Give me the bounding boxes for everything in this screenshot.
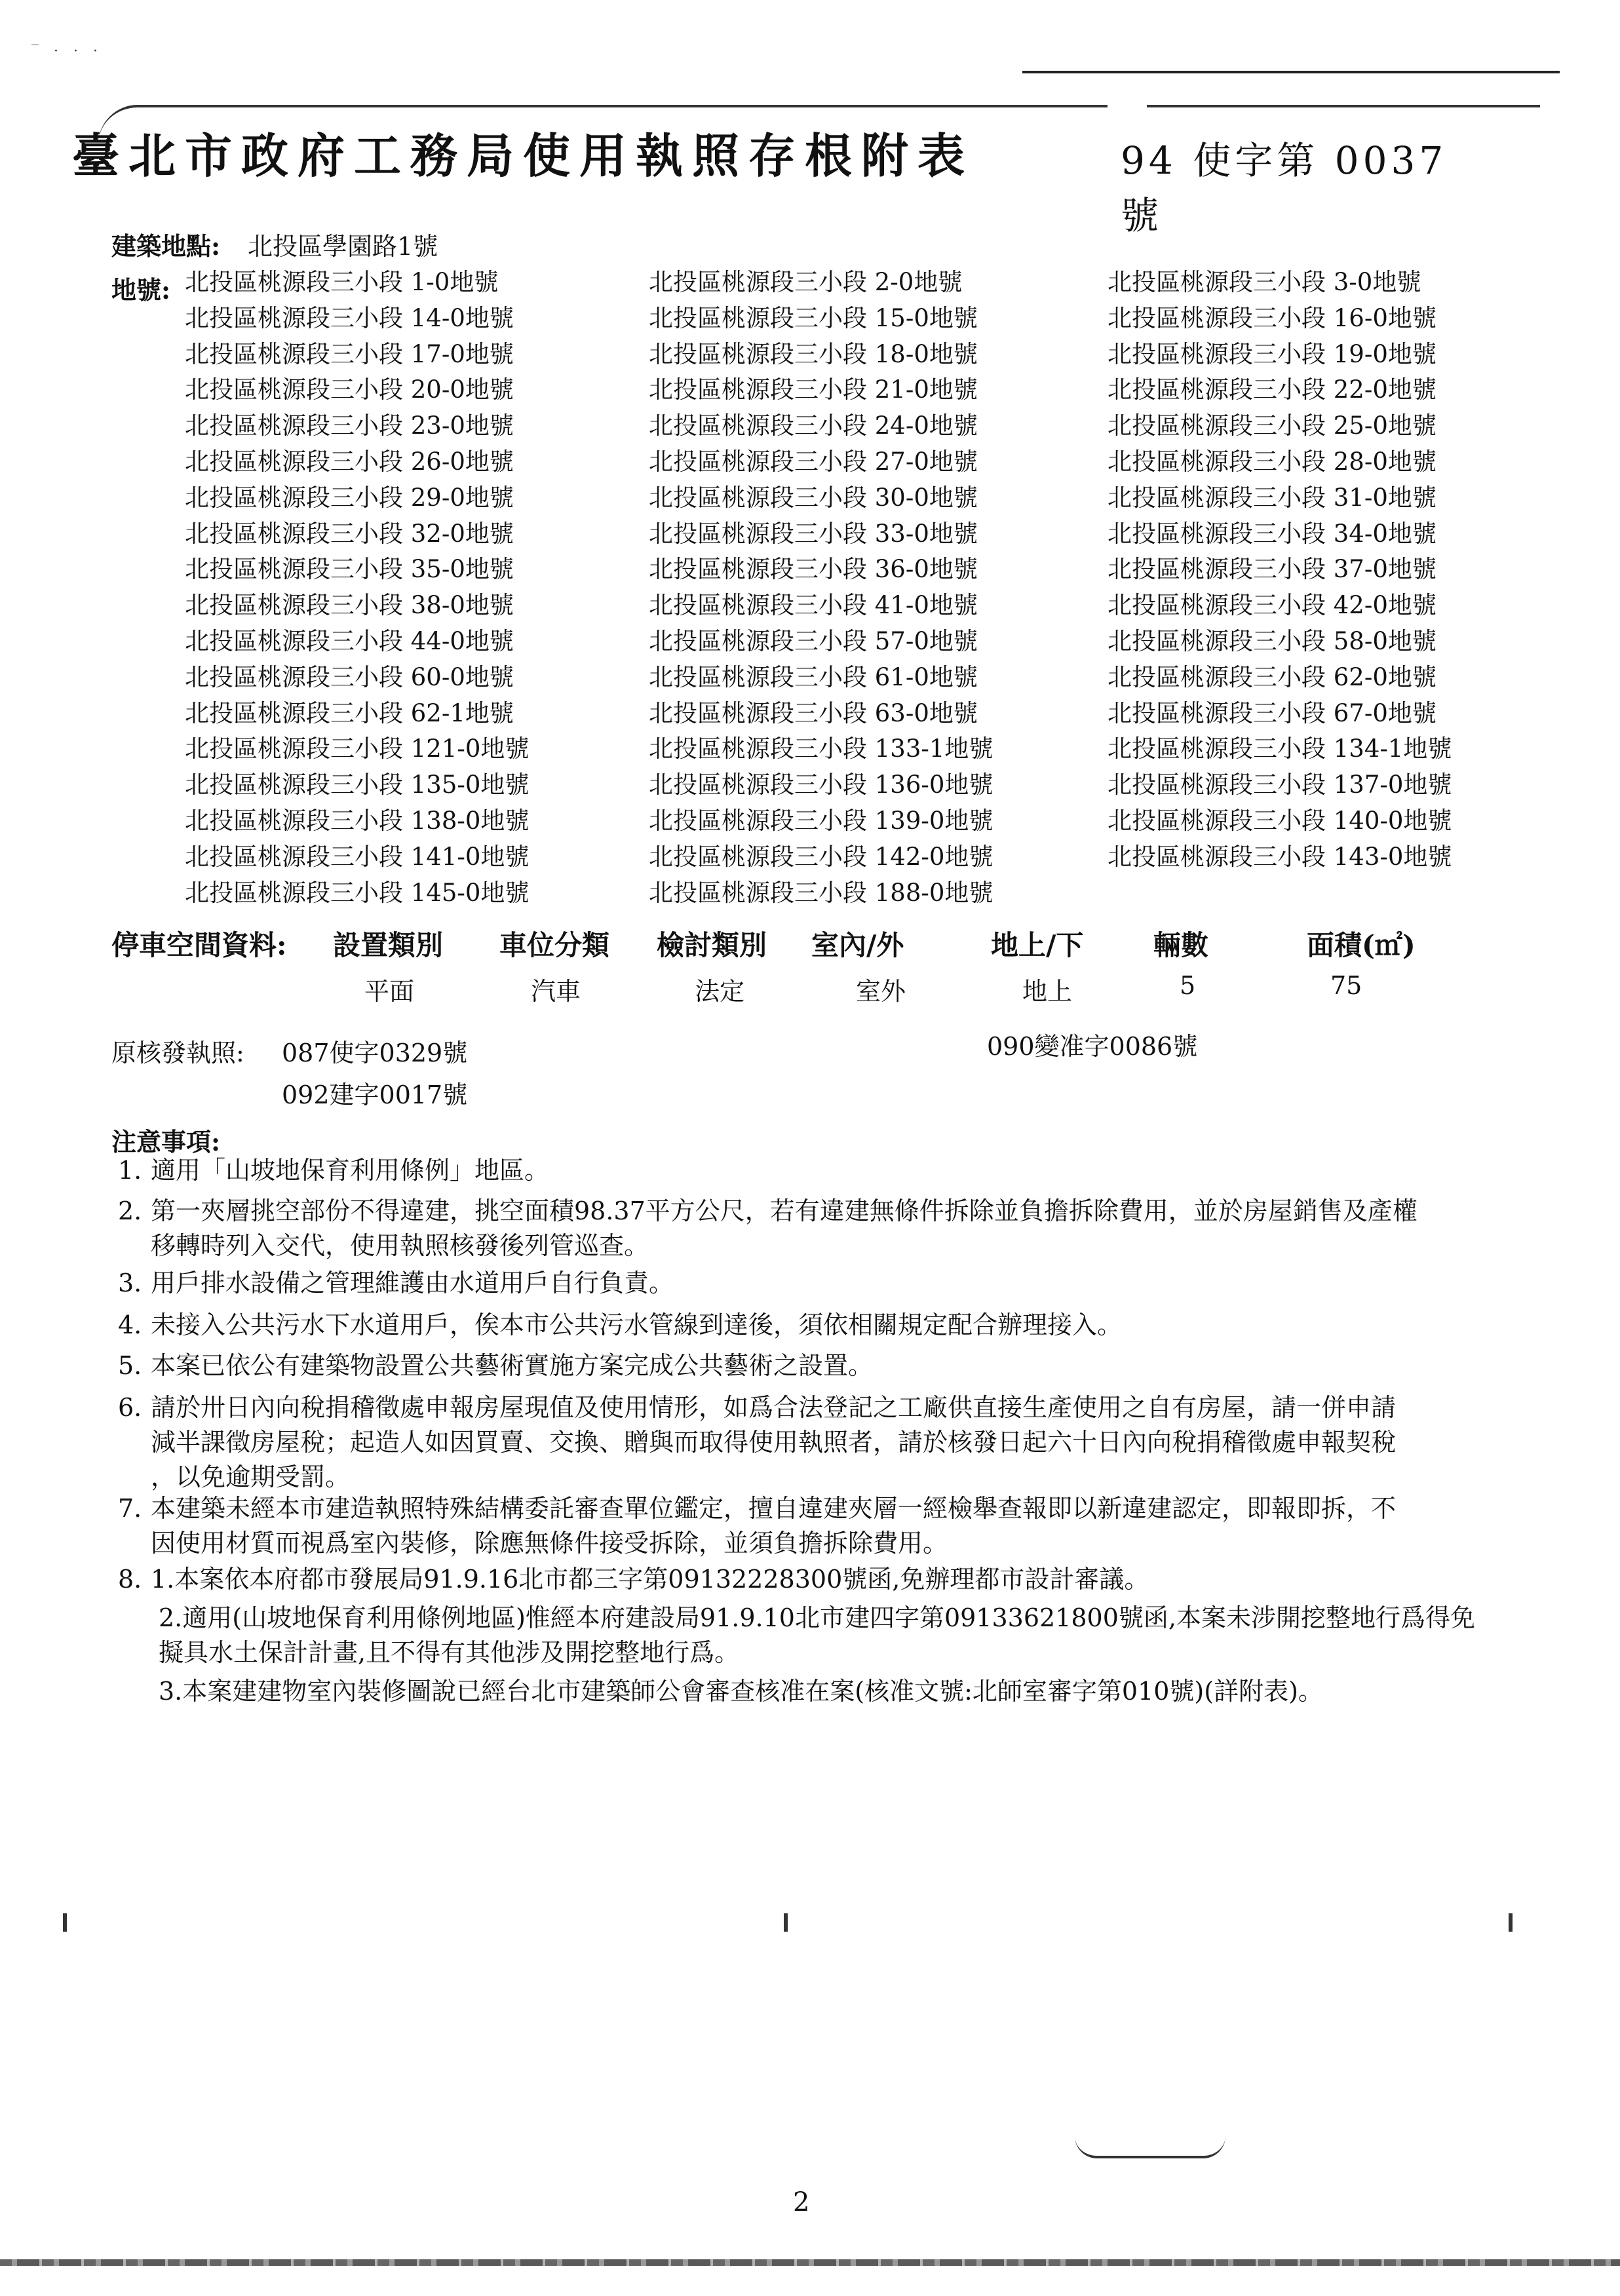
lot-number: 北投區桃源段三小段 34-0地號 [1108, 519, 1437, 548]
lot-number: 北投區桃源段三小段 42-0地號 [1108, 591, 1437, 620]
scan-corner-mark: ‾ · · · [31, 43, 103, 60]
note-text-line: 本案已依公有建築物設置公共藝術實施方案完成公共藝術之設置。 [151, 1351, 874, 1380]
note-sub-line: 擬具水土保計計畫,且不得有其他涉及開挖整地行爲。 [159, 1638, 740, 1667]
note-text-line: 用戶排水設備之管理維護由水道用戶自行負責。 [151, 1269, 674, 1297]
lot-row [111, 873, 1501, 908]
lot-number: 北投區桃源段三小段 137-0地號 [1108, 771, 1452, 799]
note-text-line: 適用「山坡地保育利用條例」地區。 [151, 1156, 550, 1185]
lot-row [111, 442, 1501, 477]
lot-number: 北投區桃源段三小段 20-0地號 [185, 375, 514, 404]
original-permit-item: 090變准字0086號 [987, 1032, 1198, 1061]
lot-number: 北投區桃源段三小段 135-0地號 [185, 771, 530, 799]
lot-number: 北投區桃源段三小段 62-0地號 [1108, 662, 1437, 691]
lot-number: 北投區桃源段三小段 143-0地號 [1108, 842, 1452, 871]
original-permit-item: 087使字0329號 [282, 1039, 468, 1067]
lot-number: 北投區桃源段三小段 67-0地號 [1108, 698, 1437, 727]
lot-number: 北投區桃源段三小段 188-0地號 [649, 878, 993, 907]
lot-number: 北投區桃源段三小段 33-0地號 [649, 519, 978, 548]
lot-row [111, 478, 1501, 513]
note-number: 8. [118, 1565, 142, 1594]
note-number: 3. [118, 1269, 142, 1297]
lot-number: 北投區桃源段三小段 28-0地號 [1108, 448, 1437, 476]
lot-number: 北投區桃源段三小段 1-0地號 [185, 268, 499, 296]
lot-number: 北投區桃源段三小段 38-0地號 [185, 591, 514, 620]
lot-number: 北投區桃源段三小段 16-0地號 [1108, 303, 1437, 332]
title-block [72, 105, 1475, 238]
parking-header-level: 地上/下 [991, 929, 1084, 961]
note-number: 1. [118, 1156, 142, 1185]
lot-number: 北投區桃源段三小段 139-0地號 [649, 807, 993, 835]
scan-speck [63, 1913, 67, 1932]
scan-speck [1509, 1913, 1513, 1932]
lot-number: 北投區桃源段三小段 36-0地號 [649, 555, 978, 584]
lot-number: 北投區桃源段三小段 3-0地號 [1108, 268, 1421, 296]
lots-label: 地號: [111, 275, 171, 305]
parking-value-level: 地上 [1022, 977, 1073, 1006]
scan-artifact-top [1022, 71, 1560, 73]
page-number: 2 [793, 2187, 810, 2217]
lot-row [111, 585, 1501, 621]
lot-row [111, 298, 1501, 334]
original-permits-label: 原核發執照: [111, 1039, 244, 1067]
parking-value-class: 汽車 [531, 977, 581, 1006]
note-sub-line: 3.本案建建物室內裝修圖說已經台北市建築師公會審查核准在案(核准文號:北師室審字第010號)(詳附表)。 [159, 1677, 1323, 1706]
lot-number: 北投區桃源段三小段 60-0地號 [185, 662, 514, 691]
parking-value-count: 5 [1180, 971, 1196, 1000]
lot-row [111, 621, 1501, 657]
lot-row [111, 549, 1501, 584]
parking-value-indoor: 室外 [856, 977, 906, 1006]
note-text-line: 請於卅日內向稅捐稽徵處申報房屋現值及使用情形，如爲合法登記之工廠供直接生產使用之自有房屋，請一併申請 [151, 1393, 1397, 1422]
parking-header-class: 車位分類 [499, 929, 610, 961]
lot-number: 北投區桃源段三小段 2-0地號 [649, 268, 963, 296]
site-value: 北投區學園路1號 [248, 232, 438, 261]
lot-number: 北投區桃源段三小段 31-0地號 [1108, 483, 1437, 512]
lot-row [111, 765, 1501, 800]
lot-row [111, 693, 1501, 729]
parking-value-review: 法定 [695, 977, 745, 1006]
lot-number: 北投區桃源段三小段 24-0地號 [649, 411, 978, 440]
lot-number: 北投區桃源段三小段 141-0地號 [185, 842, 530, 871]
lot-row [111, 801, 1501, 836]
lot-number: 北投區桃源段三小段 138-0地號 [185, 807, 530, 835]
lot-number: 北投區桃源段三小段 21-0地號 [649, 375, 978, 404]
note-text-line: 移轉時列入交代，使用執照核發後列管巡查。 [151, 1231, 649, 1260]
notes-title: 注意事項: [111, 1127, 221, 1157]
note-text-line: 1.本案依本府都市發展局91.9.16北市都三字第09132228300號函,免辦理都市設計審議。 [151, 1565, 1149, 1594]
lot-number: 北投區桃源段三小段 145-0地號 [185, 878, 530, 907]
parking-header-type: 設置類別 [333, 929, 444, 961]
note-number: 5. [118, 1351, 142, 1380]
lot-number: 北投區桃源段三小段 18-0地號 [649, 339, 978, 368]
note-text-line: 本建築未經本市建造執照特殊結構委託審查單位鑑定，擅自違建夾層一經檢舉查報即以新違建認定，即報即拆，不 [151, 1494, 1397, 1523]
scan-artifact-bottom [0, 2259, 1620, 2266]
parking-value-area: 75 [1330, 971, 1362, 1000]
lot-number: 北投區桃源段三小段 14-0地號 [185, 303, 514, 332]
note-text-line: 第一夾層挑空部份不得違建，挑空面積98.37平方公尺，若有違建無條件拆除並負擔拆除費用，並於房屋銷售及產權 [151, 1196, 1418, 1225]
scan-speck [784, 1913, 788, 1932]
parking-header-review: 檢討類別 [657, 929, 767, 961]
lot-number: 北投區桃源段三小段 26-0地號 [185, 448, 514, 476]
lot-number: 北投區桃源段三小段 23-0地號 [185, 411, 514, 440]
lot-number: 北投區桃源段三小段 19-0地號 [1108, 339, 1437, 368]
lot-number: 北投區桃源段三小段 35-0地號 [185, 555, 514, 584]
original-permit-item: 092建字0017號 [282, 1081, 468, 1109]
lot-number: 北投區桃源段三小段 136-0地號 [649, 771, 993, 799]
lot-number: 北投區桃源段三小段 44-0地號 [185, 627, 514, 655]
lot-number: 北投區桃源段三小段 61-0地號 [649, 662, 978, 691]
lot-number: 北投區桃源段三小段 134-1地號 [1108, 735, 1452, 763]
lot-number: 北投區桃源段三小段 58-0地號 [1108, 627, 1437, 655]
lot-row [111, 729, 1501, 764]
parking-value-type: 平面 [364, 977, 415, 1006]
lot-row [111, 406, 1501, 441]
parking-header-area: 面積(㎡) [1307, 929, 1416, 961]
lot-row [111, 514, 1501, 549]
note-number: 4. [118, 1311, 142, 1339]
parking-label: 停車空間資料: [111, 929, 287, 961]
lot-number: 北投區桃源段三小段 63-0地號 [649, 698, 978, 727]
lot-number: 北投區桃源段三小段 30-0地號 [649, 483, 978, 512]
lot-number: 北投區桃源段三小段 121-0地號 [185, 735, 530, 763]
lot-number: 北投區桃源段三小段 17-0地號 [185, 339, 514, 368]
permit-number: 94 使字第 0037 號 [1121, 138, 1448, 238]
lot-number: 北投區桃源段三小段 27-0地號 [649, 448, 978, 476]
note-number: 6. [118, 1393, 142, 1422]
note-text-line: 未接入公共污水下水道用戶，俟本市公共污水管線到達後，須依相關規定配合辦理接入。 [151, 1311, 1123, 1339]
parking-header-count: 輛數 [1153, 929, 1209, 961]
lot-number: 北投區桃源段三小段 41-0地號 [649, 591, 978, 620]
lot-row [111, 370, 1501, 405]
lot-number: 北投區桃源段三小段 57-0地號 [649, 627, 978, 655]
lot-row [111, 837, 1501, 872]
note-number: 2. [118, 1196, 142, 1225]
note-sub-line: 2.適用(山坡地保育利用條例地區)惟經本府建設局91.9.10北市建四字第09133621800號函,本案未涉開挖整地行爲得免 [159, 1603, 1475, 1632]
footer-stamp-mark [1075, 2136, 1225, 2158]
lot-number: 北投區桃源段三小段 133-1地號 [649, 735, 993, 763]
lot-number: 北投區桃源段三小段 140-0地號 [1108, 807, 1452, 835]
lot-row [111, 262, 1501, 297]
note-text-line: 因使用材質而視爲室內裝修，除應無條件接受拆除，並須負擔拆除費用。 [151, 1529, 948, 1558]
lot-number: 北投區桃源段三小段 37-0地號 [1108, 555, 1437, 584]
lot-number: 北投區桃源段三小段 25-0地號 [1108, 411, 1437, 440]
parking-header-indoor: 室內/外 [811, 929, 904, 961]
note-text-line: 減半課徵房屋稅；起造人如因買賣、交換、贈與而取得使用執照者，請於核發日起六十日內向稅捐稽徵處申報契稅 [151, 1428, 1397, 1457]
lot-row [111, 334, 1501, 370]
lot-number: 北投區桃源段三小段 29-0地號 [185, 483, 514, 512]
document-title: 臺北市政府工務局使用執照存根附表 [72, 128, 974, 183]
note-number: 7. [118, 1494, 142, 1523]
lot-row [111, 657, 1501, 693]
note-text-line: ，以免逾期受罰。 [151, 1463, 351, 1491]
site-label: 建築地點: [111, 231, 221, 261]
lot-number: 北投區桃源段三小段 142-0地號 [649, 842, 993, 871]
lot-number: 北投區桃源段三小段 15-0地號 [649, 303, 978, 332]
lot-number: 北投區桃源段三小段 22-0地號 [1108, 375, 1437, 404]
lot-number: 北投區桃源段三小段 32-0地號 [185, 519, 514, 548]
lot-number: 北投區桃源段三小段 62-1地號 [185, 698, 514, 727]
